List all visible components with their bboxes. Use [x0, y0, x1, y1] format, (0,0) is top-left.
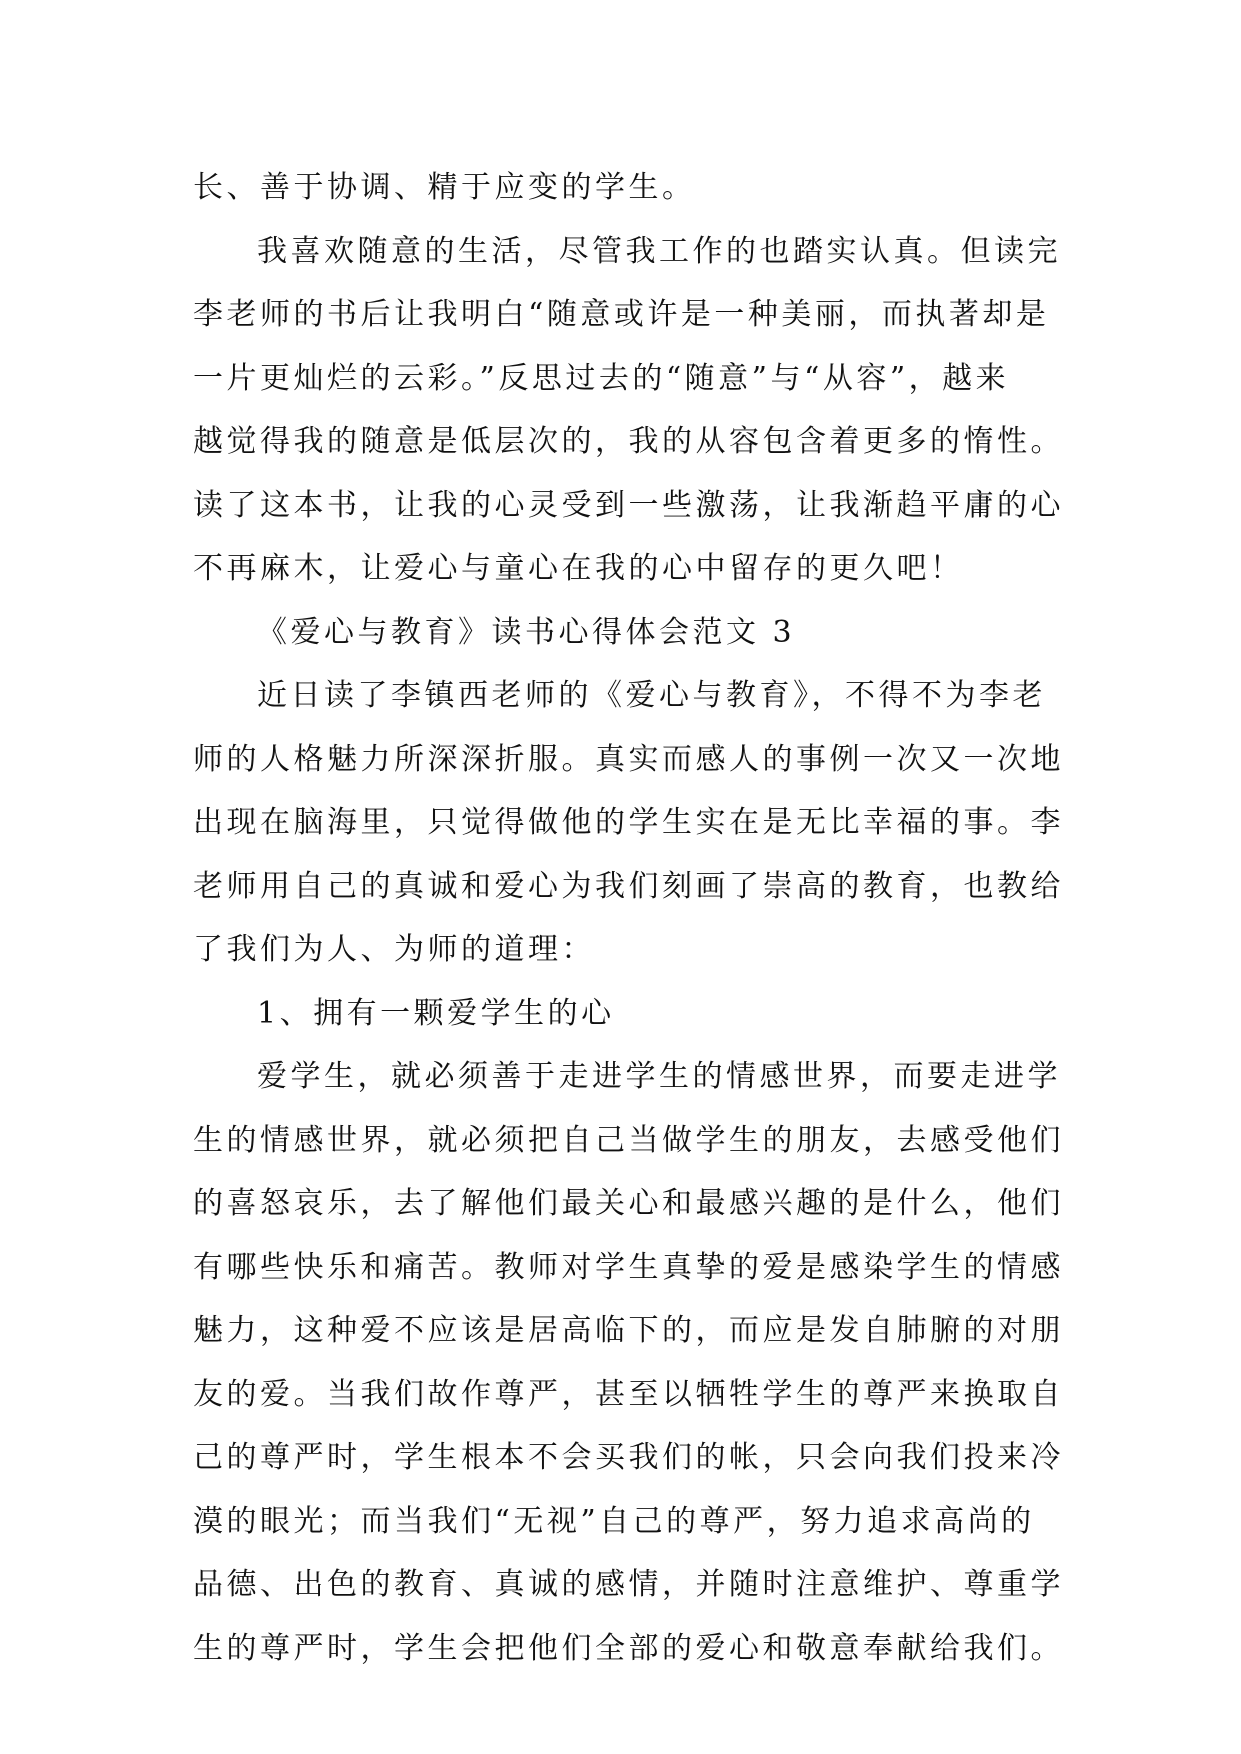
text-line: 品德、出色的教育、真诚的感情，并随时注意维护、尊重学 [193, 1567, 1064, 1602]
text-line: 不再麻木，让爱心与童心在我的心中留存的更久吧！ [193, 551, 964, 586]
text-line: 越觉得我的随意是低层次的，我的从容包含着更多的惰性。 [193, 424, 1064, 459]
text-line: 出现在脑海里，只觉得做他的学生实在是无比幸福的事。李 [193, 805, 1064, 840]
text-line: 生的尊严时，学生会把他们全部的爱心和敬意奉献给我们。 [193, 1630, 1064, 1666]
paragraph-start-line: 近日读了李镇西老师的《爱心与教育》，不得不为李老 [257, 678, 1046, 713]
text-line: 魅力，这种爱不应该是居高临下的，而应是发自肺腑的对朋 [193, 1313, 1064, 1348]
paragraph-start-line: 爱学生，就必须善于走进学生的情感世界，而要走进学 [257, 1059, 1061, 1094]
text-line: 了我们为人、为师的道理： [193, 932, 595, 967]
text-line: 漠的眼光；而当我们“无视”自己的尊严，努力追求高尚的 [193, 1503, 1035, 1539]
section-heading: 《爱心与教育》读书心得体会范文 3 [257, 614, 796, 650]
text-line: 生的情感世界，就必须把自己当做学生的朋友，去感受他们 [193, 1122, 1064, 1158]
text-line: 有哪些快乐和痛苦。教师对学生真挚的爱是感染学生的情感 [193, 1249, 1064, 1285]
text-line: 友的爱。当我们故作尊严，甚至以牺牲学生的尊严来换取自 [193, 1376, 1064, 1412]
body-text [193, 156, 1093, 1680]
text-line: 的喜怒哀乐，去了解他们最关心和最感兴趣的是什么，他们 [193, 1186, 1064, 1221]
subheading: 1、拥有一颗爱学生的心 [257, 995, 615, 1031]
text-line: 师的人格魅力所深深折服。真实而感人的事例一次又一次地 [193, 741, 1064, 777]
text-line: 长、善于协调、精于应变的学生。 [193, 170, 696, 205]
text-line: 读了这本书，让我的心灵受到一些激荡，让我渐趋平庸的心 [193, 487, 1064, 523]
text-line: 李老师的书后让我明白“随意或许是一种美丽，而执著却是 [193, 297, 1050, 332]
text-line: 一片更灿烂的云彩。”反思过去的“随意”与“从容”，越来 [193, 360, 1010, 396]
paragraph-start-line: 我喜欢随意的生活，尽管我工作的也踏实认真。但读完 [257, 233, 1061, 269]
text-line: 己的尊严时，学生根本不会买我们的帐，只会向我们投来冷 [193, 1440, 1064, 1475]
text-line: 老师用自己的真诚和爱心为我们刻画了崇高的教育，也教给 [193, 868, 1064, 904]
